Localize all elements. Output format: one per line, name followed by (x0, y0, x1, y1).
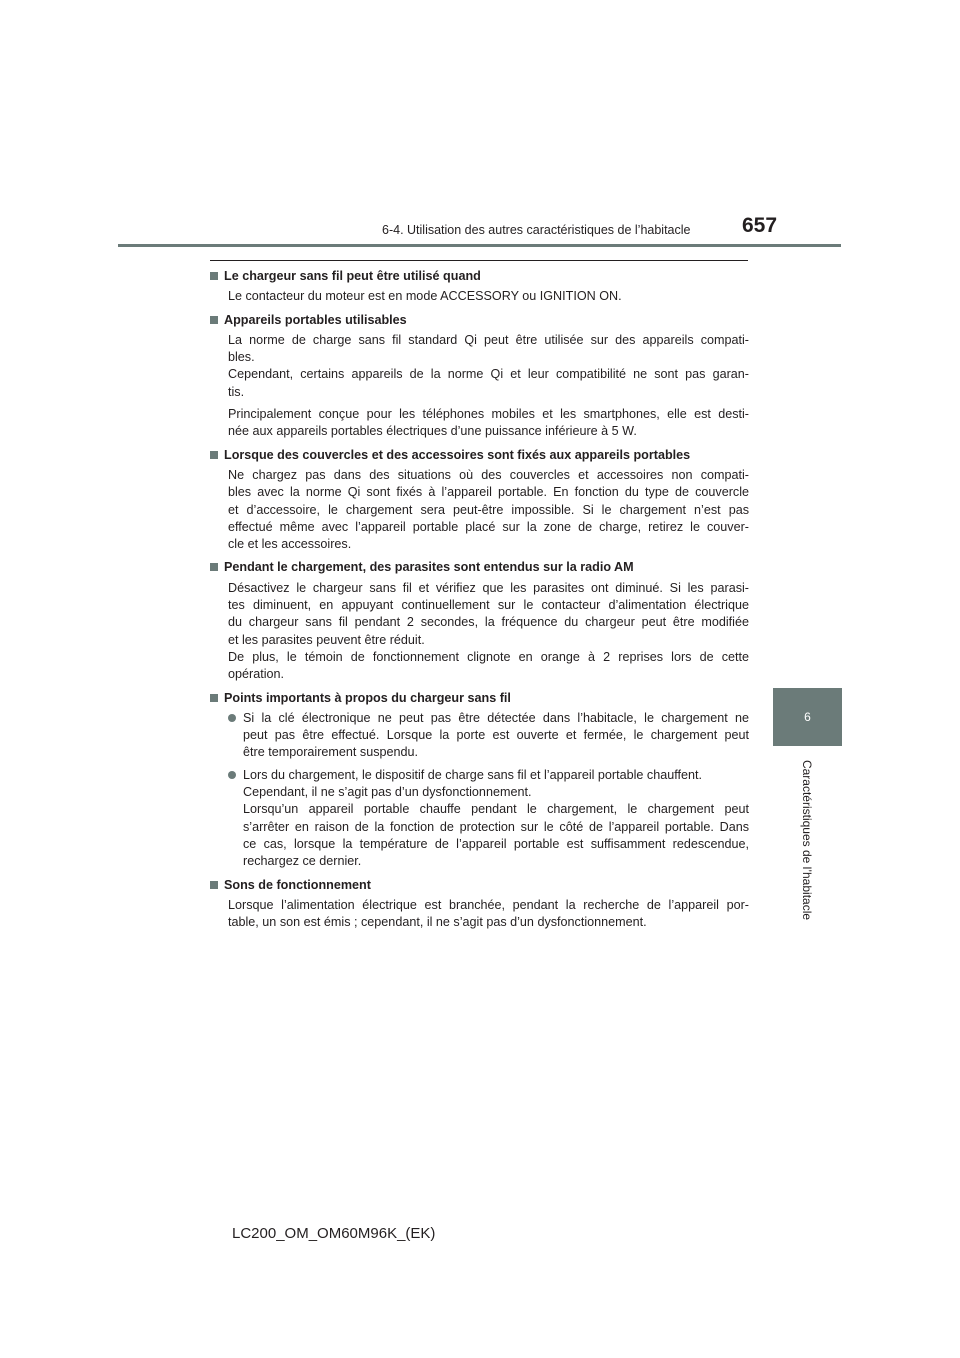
text-line: De plus, le témoin de fonctionnement clignote en orange à 2 reprises lors de cette (228, 649, 749, 664)
bullet-item (228, 710, 749, 762)
text-line: ce cas, lorsque la température de l’appareil portable est suffisamment redescendue, (243, 836, 749, 851)
text-line: rechargez ce dernier. (243, 854, 362, 869)
bullet-item (228, 767, 749, 871)
page-content (210, 268, 749, 937)
section (210, 268, 749, 306)
text-line: opération. (228, 667, 285, 682)
square-bullet-icon (210, 451, 218, 459)
section (210, 877, 749, 932)
paragraph (228, 580, 749, 684)
text-line: effectué même avec l’appareil portable placé sur la zone de charge, retirez le couver- (228, 519, 749, 534)
text-line: bles avec la norme Qi sont fixés à l’appareil portable. En fonction du type de couvercle (228, 485, 749, 500)
content-divider (210, 260, 748, 261)
section-heading-text: Lorsque des couvercles et des accessoires sont fixés aux appareils portables (224, 447, 691, 462)
text-line: tes diminuent, en appuyant continuellement sur le contacteur d’alimentation électrique (228, 598, 749, 613)
section-heading (210, 447, 749, 464)
paragraph (228, 406, 749, 441)
text-line: Le contacteur du moteur est en mode ACCESSORY ou IGNITION ON. (228, 289, 622, 304)
section-heading-text: Appareils portables utilisables (224, 312, 407, 327)
text-line: cle et les accessoires. (228, 537, 352, 552)
text-line: Cependant, certains appareils de la norme Qi et leur compatibilité ne sont pas garan- (228, 367, 749, 382)
section-heading (210, 268, 749, 285)
section-heading-text: Points importants à propos du chargeur sans fil (224, 690, 511, 705)
chapter-tab[interactable] (773, 688, 842, 746)
page-number: 657 (742, 214, 778, 237)
text-line: Lorsque l’alimentation électrique est branchée, pendant la recherche de l’appareil por- (228, 897, 749, 912)
text-line: Si la clé électronique ne peut pas être détectée dans l’habitacle, le chargement ne (243, 710, 749, 725)
text-line: La norme de charge sans fil standard Qi peut être utilisée sur des appareils compati- (228, 332, 749, 347)
paragraph (228, 467, 749, 553)
section-heading (210, 312, 749, 329)
paragraph (228, 332, 749, 401)
text-line: et d’accessoire, le chargement sera peut-être impossible. Si le chargement n’est pas (228, 502, 749, 517)
bullet-text (243, 767, 749, 871)
text-line: Lorsqu’un appareil portable chauffe pendant le chargement, le chargement peut (243, 802, 749, 817)
text-line: du chargeur sans fil pendant 2 secondes, la fréquence du chargeur peut être modifiée (228, 615, 749, 630)
section-heading (210, 559, 749, 576)
section-heading-text: Pendant le chargement, des parasites sont entendus sur la radio AM (224, 560, 634, 575)
square-bullet-icon (210, 272, 218, 280)
section (210, 447, 749, 554)
bullet-text (243, 710, 749, 762)
text-line: née aux appareils portables électriques d’une puissance inférieure à 5 W. (228, 424, 637, 439)
footer-document-code: LC200_OM_OM60M96K_(EK) (232, 1225, 436, 1242)
text-line: bles. (228, 350, 255, 365)
square-bullet-icon (210, 881, 218, 889)
text-line: table, un son est émis ; cependant, il ne s’agit pas d’un dysfonctionnement. (228, 915, 647, 930)
chapter-tab-label: Caractéristiques de l’habitacle (800, 759, 814, 921)
section-heading (210, 690, 749, 707)
section-heading-text: Le chargeur sans fil peut être utilisé quand (224, 269, 481, 283)
text-line: Désactivez le chargeur sans fil et vérifiez que les parasites ont diminué. Si les parasi- (228, 580, 749, 595)
text-line: Ne chargez pas dans des situations où des couvercles et accessoires non compati- (228, 467, 749, 482)
chapter-tab-number: 6 (804, 710, 811, 724)
text-line: s’arrêter en raison de la fonction de protection sur le côté de l’appareil portable. Dans (243, 819, 749, 834)
square-bullet-icon (210, 316, 218, 324)
circle-bullet-icon (228, 771, 236, 779)
header-section-title: 6-4. Utilisation des autres caractéristiques de l’habitacle (382, 223, 691, 237)
section (210, 690, 749, 871)
text-line: Principalement conçue pour les téléphones mobiles et les smartphones, elle est desti- (228, 407, 749, 422)
circle-bullet-icon (228, 714, 236, 722)
section-heading-text: Sons de fonctionnement (224, 877, 371, 892)
section (210, 559, 749, 683)
square-bullet-icon (210, 694, 218, 702)
text-line: être temporairement suspendu. (243, 745, 419, 760)
text-line: Cependant, il ne s’agit pas d’un dysfonctionnement. (243, 785, 532, 800)
square-bullet-icon (210, 563, 218, 571)
header-divider (118, 244, 841, 247)
text-line: peut pas être effectué. Lorsque la porte est ouverte et fermée, le chargement peut (243, 728, 749, 743)
text-line: Lors du chargement, le dispositif de charge sans fil et l’appareil portable chauffent. (243, 767, 703, 782)
paragraph (228, 897, 749, 932)
text-line: et les parasites peuvent être réduit. (228, 632, 425, 647)
paragraph (228, 288, 749, 305)
section-heading (210, 877, 749, 894)
section (210, 312, 749, 441)
text-line: tis. (228, 384, 245, 399)
